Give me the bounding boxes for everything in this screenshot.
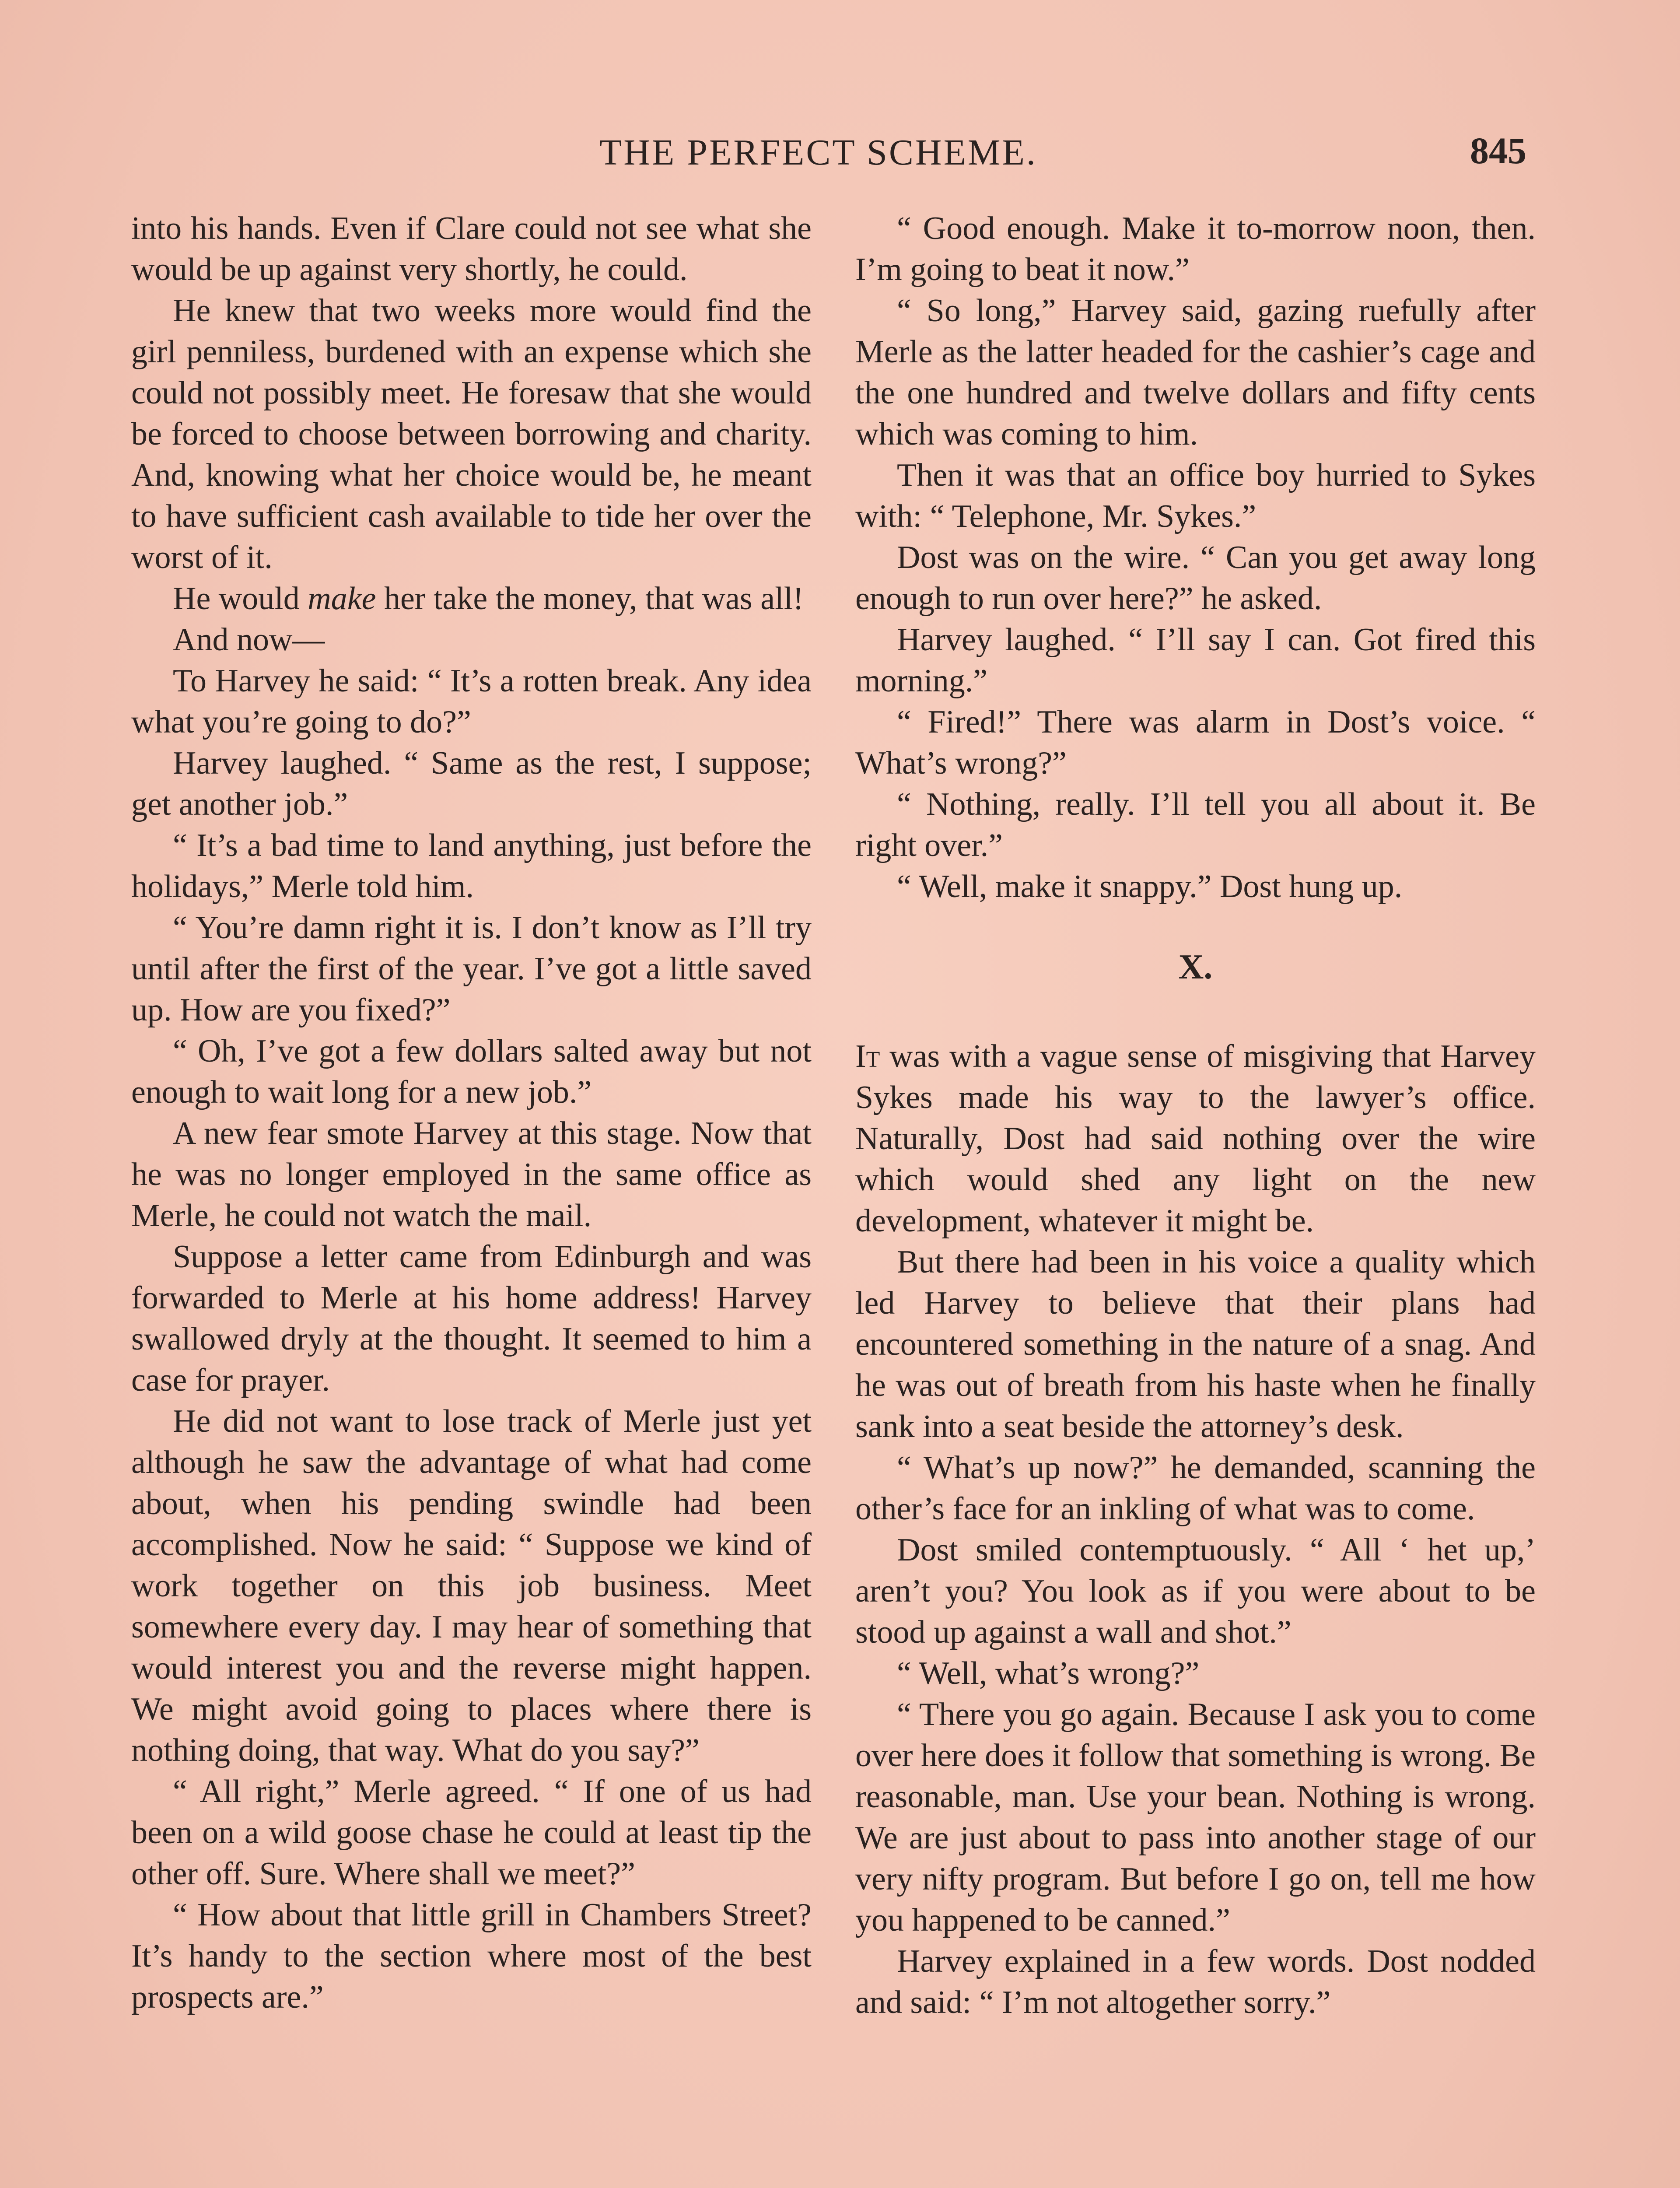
running-title: THE PERFECT SCHEME. xyxy=(599,132,1037,173)
paragraph: “ What’s up now?” he demanded, scanning the other’s face for an inkling of what was to come. xyxy=(855,1450,1536,1527)
paragraph: Then it was that an office boy hurried to Sykes with: “ Telephone, Mr. Sykes.” xyxy=(855,457,1536,534)
right-column xyxy=(855,208,1536,2023)
paragraph: “ Nothing, really. I’ll tell you all about it. Be right over.” xyxy=(855,786,1536,863)
paragraph: But there had been in his voice a quality which led Harvey to believe that their plans had encountered something in the nature of a snag. And he was out of breath from his haste when he finally sank into a seat beside the attorney’s desk. xyxy=(855,1244,1536,1445)
paragraph: Harvey explained in a few words. Dost nodded and said: “ I’m not altogether sorry.” xyxy=(855,1943,1536,2020)
emphasis-word: make xyxy=(308,581,376,617)
paragraph: To Harvey he said: “ It’s a rotten break. Any idea what you’re going to do?” xyxy=(131,663,812,740)
paragraph: “ All right,” Merle agreed. “ If one of us had been on a wild goose chase he could at least tip the other off. Sure. Where shall we meet?” xyxy=(131,1774,812,1892)
paragraph xyxy=(131,578,812,619)
paragraph: “ There you go again. Because I ask you to come over here does it follow that something is wrong. Be reasonable, man. Use your bean. Nothing is wrong. We are just about to pass into another stage of our very nifty program. But before I go on, tell me how you happened to be canned.” xyxy=(855,1697,1536,1938)
paragraph: “ Fired!” There was alarm in Dost’s voice. “ What’s wrong?” xyxy=(855,704,1536,781)
chapter-heading: X. xyxy=(1178,948,1213,986)
paragraph: He knew that two weeks more would find the girl penniless, burdened with an expense which she could not possibly meet. He foresaw that she would be forced to choose between borrowing and charity. And, knowing what her choice would be, he meant to have sufficient cash available to tide her over the worst of it. xyxy=(131,293,812,575)
paragraph: He did not want to lose track of Merle just yet although he saw the advantage of what had come about, when his pending swindle had been accomplished. Now he said: “ Suppose we kind of work together on this job business. Meet somewhere every day. I may hear of something that would interest you and the reverse might happen. We might avoid going to places where there is nothing doing, that way. What do you say?” xyxy=(131,1403,812,1768)
paragraph: “ So long,” Harvey said, gazing ruefully after Merle as the latter headed for the cashier’s cage and the one hundred and twelve dollars and fifty cents which was coming to him. xyxy=(855,293,1536,452)
paragraph: into his hands. Even if Clare could not see what she would be up against very shortly, he could. xyxy=(131,210,812,288)
paragraph-text: her take the money, that was all! xyxy=(376,581,804,617)
page-header xyxy=(0,127,1680,179)
paragraph: Harvey laughed. “ I’ll say I can. Got fired this morning.” xyxy=(855,622,1536,699)
paragraph-text: was with a vague sense of misgiving that Harvey Sykes made his way to the lawyer’s office. Naturally, Dost had said nothing over the wire which would shed any light on the new development, whatever it might be. xyxy=(855,1038,1536,1239)
page-number: 845 xyxy=(1470,130,1526,172)
paragraph: “ It’s a bad time to land anything, just before the holidays,” Merle told him. xyxy=(131,828,812,905)
chapter-opening-paragraph xyxy=(855,1036,1536,1241)
paragraph: Dost smiled contemptuously. “ All ‘ het up,’ aren’t you? You look as if you were about to be stood up against a wall and shot.” xyxy=(855,1532,1536,1650)
paragraph: “ How about that little grill in Chambers Street? It’s handy to the section where most of the best prospects are.” xyxy=(131,1897,812,2015)
lead-in-word: It xyxy=(855,1038,880,1074)
paragraph: “ Well, make it snappy.” Dost hung up. xyxy=(897,869,1403,905)
paragraph: A new fear smote Harvey at this stage. Now that he was no longer employed in the same office as Merle, he could not watch the mail. xyxy=(131,1115,812,1234)
paragraph: Dost was on the wire. “ Can you get away long enough to run over here?” he asked. xyxy=(855,540,1536,617)
left-column xyxy=(131,208,812,2018)
paragraph: “ Good enough. Make it to-morrow noon, then. I’m going to beat it now.” xyxy=(855,210,1536,288)
paragraph: And now— xyxy=(173,622,325,658)
paragraph: Harvey laughed. “ Same as the rest, I suppose; get another job.” xyxy=(131,745,812,822)
paragraph-text: He would xyxy=(173,581,308,617)
paragraph: Suppose a letter came from Edinburgh and was forwarded to Merle at his home address! Harvey swallowed dryly at the thought. It seemed to him a case for prayer. xyxy=(131,1239,812,1398)
paragraph: “ Oh, I’ve got a few dollars salted away but not enough to wait long for a new job.” xyxy=(131,1033,812,1110)
paragraph: “ You’re damn right it is. I don’t know as I’ll try until after the first of the year. I’ve got a little saved up. How are you fixed?” xyxy=(131,910,812,1028)
paragraph: “ Well, what’s wrong?” xyxy=(897,1655,1200,1691)
